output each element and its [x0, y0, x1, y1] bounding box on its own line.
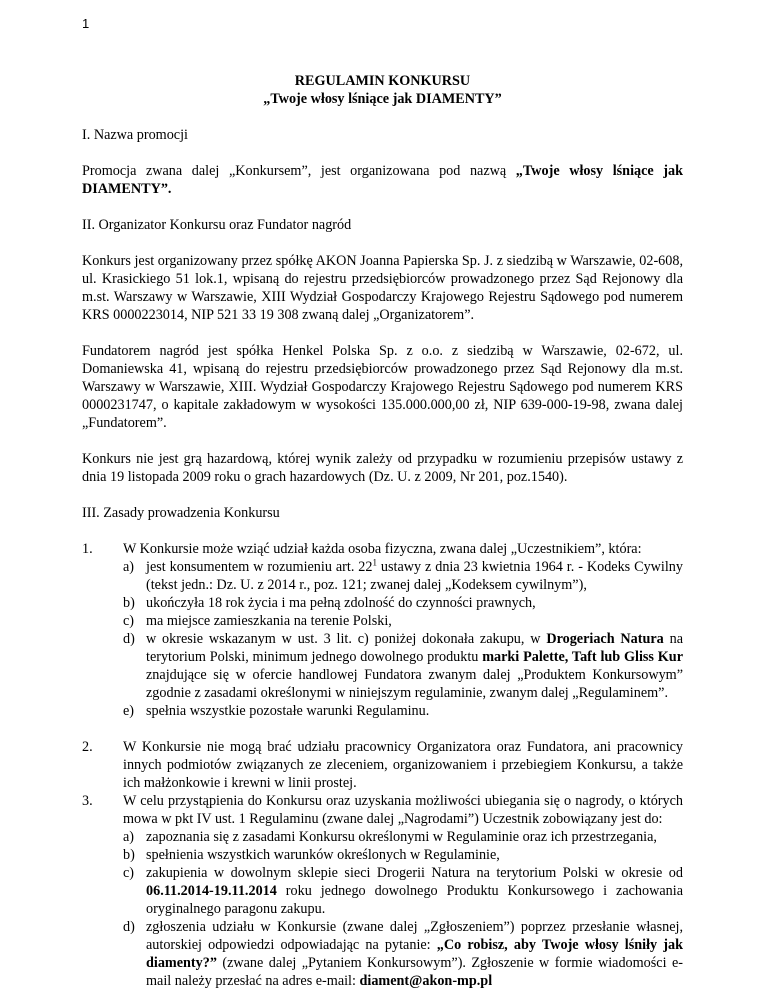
sub-item-e: e) spełnia wszystkie pozostałe warunki Regulaminu. — [123, 703, 430, 719]
rule-number: 3. — [82, 793, 93, 809]
page-number: 1 — [82, 16, 90, 31]
rule-number: 2. — [82, 739, 93, 755]
document-title: REGULAMIN KONKURSU — [294, 73, 471, 89]
sub-item-b: b) ukończyła 18 rok życia i ma pełną zdolność do czynności prawnych, — [123, 595, 536, 611]
rule-item-1 — [82, 540, 683, 720]
document-subtitle: „Twoje włosy lśniące jak DIAMENTY” — [263, 91, 502, 107]
sub-item-b: b) spełnienia wszystkich warunków określonych w Regulaminie, — [123, 847, 500, 863]
sub-item-c: c) ma miejsce zamieszkania na terenie Polski, — [123, 613, 392, 629]
section-1-text: Promocja zwana dalej „Konkursem”, jest organizowana pod nazwą „Twoje włosy lśniące jak DIAMENTY”. — [82, 163, 684, 197]
contest-email: diament@akon-mp.pl — [359, 973, 493, 989]
section-heading-3: III. Zasady prowadzenia Konkursu — [82, 505, 280, 521]
rule-number: 1. — [82, 541, 93, 557]
sub-item-d: d) w okresie wskazanym w ust. 3 lit. c) poniżej dokonała zakupu, w Drogeriach Natura na terytorium Polski, minimum jednego dowolnego produktu marki Palette, Taft lub Gliss Kur znajdujące się w ofercie handlowej Fundatora zwanym dalej „Produktem Konkursowym” zgodnie z zasadami określonymi w niniejszym regulaminie, zwanym dalej „Regulaminem”. — [123, 631, 683, 701]
promotion-name: „Twoje włosy lśniące jak DIAMENTY”. — [82, 163, 684, 197]
sub-item-a: a) zapoznania się z zasadami Konkursu określonymi w Regulaminie oraz ich przestrzegania, — [123, 829, 657, 845]
document-body — [82, 72, 683, 990]
sub-item-d: d) zgłoszenia udziału w Konkursie (zwane dalej „Zgłoszeniem”) poprzez przesłanie własnej, autorskiej odpowiedzi odpowiadając na pytanie: „Co robisz, aby Twoje włosy lśniły jak diamenty?” (zwane dalej „Pytaniem Konkursowym”). Zgłoszenie w formie wiadomości e-mail należy przesłać na adres e-mail: diament@akon-mp.pl — [123, 919, 683, 989]
section-heading-2: II. Organizator Konkursu oraz Fundator nagród — [82, 217, 352, 233]
rule-item-3 — [82, 792, 683, 990]
rule-text: W Konkursie może wziąć udział każda osoba fizyczna, zwana dalej „Uczestnikiem”, która: — [123, 541, 642, 557]
rule-item-2 — [82, 738, 683, 792]
organizer-paragraph: Konkurs jest organizowany przez spółkę AKON Joanna Papierska Sp. J. z siedzibą w Warszawie, 02-608, ul. Krasickiego 51 lok.1, wpisaną do rejestru przedsiębiorców prowadzonego przez Sąd Rejonowy dla m.st. Warszawy w Warszawie, XIII Wydział Gospodarczy Krajowego Rejestru Sądowego pod numerem KRS 0000223014, NIP 521 33 19 308 zwaną dalej „Organizatorem”. — [82, 253, 683, 323]
sub-item-a: a) jest konsumentem w rozumieniu art. $22^1$ ustawy z dnia 23 kwietnia 1964 r. - Kodeks Cywilny (tekst jedn.: Dz. U. z 2014 r., poz. 121; zwanej dalej „Kodeksem cywilnym”), — [123, 557, 683, 593]
founder-paragraph: Fundatorem nagród jest spółka Henkel Polska Sp. z o.o. z siedzibą w Warszawie, 02-672, ul. Domaniewska 41, wpisaną do rejestru przedsiębiorców prowadzonego przez Sąd Rejonowy dla m.st. Warszawy w Warszawie, XIII. Wydział Gospodarczy Krajowego Rejestru Sądowego pod numerem KRS 0000231747, o kapitale zakładowym w wysokości 135.000.000,00 zł, NIP 639-000-19-98, zwana dalej „Fundatorem”. — [82, 343, 683, 431]
section-heading-1: I. Nazwa promocji — [82, 127, 188, 143]
rule-text: W Konkursie nie mogą brać udziału pracownicy Organizatora oraz Fundatora, ani pracownicy innych podmiotów związanych ze zleceniem, organizowaniem i przebiegiem Konkursu, a także ich małżonkowie i krewni w linii prostej. — [123, 739, 683, 791]
rule-text: W celu przystąpienia do Konkursu oraz uzyskania możliwości ubiegania się o nagrody, o których mowa w pkt IV ust. 1 Regulaminu (zwane dalej „Nagrodami”) Uczestnik zobowiązany jest do: — [123, 793, 683, 827]
sub-item-c: c) zakupienia w dowolnym sklepie sieci Drogerii Natura na terytorium Polski w okresie od 06.11.2014-19.11.2014 roku jednego dowolnego Produktu Konkursowego i zachowania oryginalnego paragonu zakupu. — [123, 865, 683, 917]
gambling-notice-paragraph: Konkurs nie jest grą hazardową, której wynik zależy od przypadku w rozumieniu przepisów ustawy z dnia 19 listopada 2009 roku o grach hazardowych (Dz. U. z 2009, Nr 201, poz.1540). — [82, 451, 683, 485]
